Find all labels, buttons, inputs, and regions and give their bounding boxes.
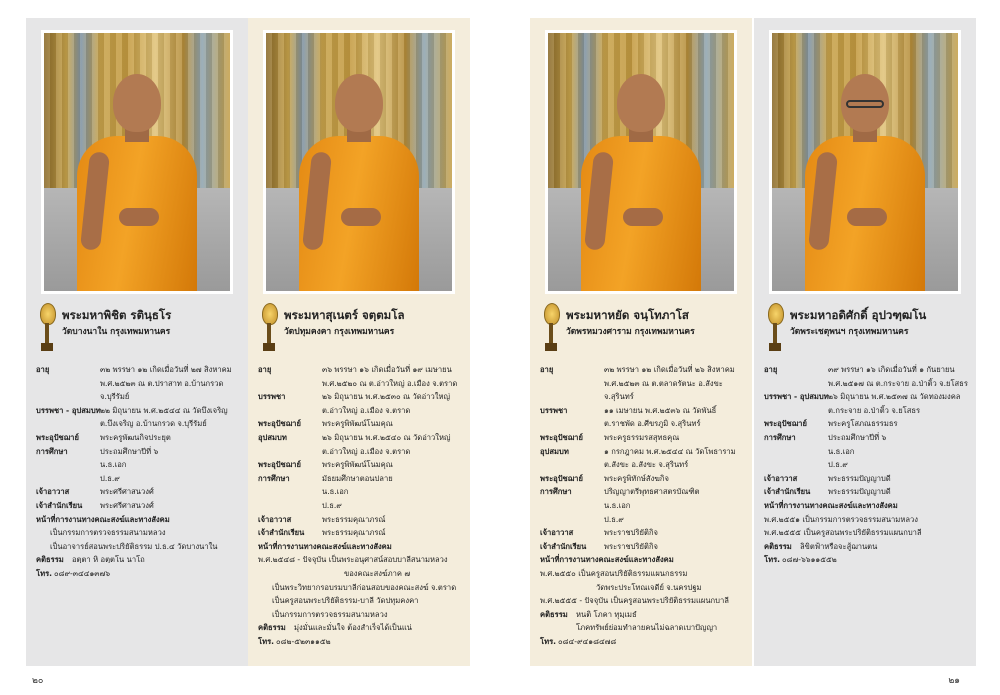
- duties-title: หน้าที่การงานทางคณะสงฆ์และทางสังคม: [36, 514, 170, 524]
- profile-column-3: [530, 18, 752, 666]
- detail-row-age: อายุ ๓๙ พรรษา ๑๖ เกิดเมื่อวันที่ ๑ กันยายน พ.ศ.๒๕๑๗ ณ ต.กระจาย อ.ป่าติ้ว จ.ยโสธร: [764, 365, 968, 388]
- detail-row-preceptor: พระอุปัชฌาย์ พระครูพัฒนกิจประยุต: [36, 432, 171, 442]
- detail-row-preceptor: พระอุปัชฌาย์ พระครูพิพัฒน์โนมคุณ: [258, 419, 393, 429]
- detail-row-school-head: เจ้าสำนักเรียน พระศรีศาสนวงศ์: [36, 500, 154, 510]
- duties-title: หน้าที่การงานทางคณะสงฆ์และทางสังคม: [258, 541, 392, 551]
- duty-item: พ.ศ.๒๕๔๘ - ปัจจุบัน เป็นพระอนุศาสน์สอบบาลีสนามหลวง: [258, 555, 448, 565]
- monk-temple: วัดพรหมวงศาราม กรุงเทพมหานคร: [566, 327, 695, 337]
- detail-row-school-head: เจ้าสำนักเรียน พระธรรมคุณาภรณ์: [258, 528, 386, 538]
- motto-row: คติธรรม อตฺตา หิ อตฺตโน นาโถ: [36, 555, 145, 565]
- detail-row-school-head: เจ้าสำนักเรียน พระธรรมปัญญาบดี: [764, 487, 891, 497]
- duty-item: วัดพระประโทณเจดีย์ จ.นครปฐม: [596, 582, 702, 592]
- motto-row: คติธรรม หนติ โภคา ทุมฺเมธํ โภคทรัพย์ย่อมทำลายคนไม่ฉลาดเบาปัญญา: [540, 609, 718, 633]
- detail-row-ordination: อุปสมบท ๑ กรกฎาคม พ.ศ.๒๕๔๔ ณ วัดโพธาราม ต.สังขะ อ.สังขะ จ.สุรินทร์: [540, 446, 736, 470]
- detail-row-ordination: อุปสมบท ๒๖ มิถุนายน พ.ศ.๒๕๔๐ ณ วัดอ่าวใหญ่ ต.อ่าวใหญ่ อ.เมือง จ.ตราด: [258, 432, 451, 456]
- monk-name: พระมหาพิชิต รตินฺธโร: [62, 308, 172, 322]
- fan-emblem-icon: [544, 303, 558, 353]
- duty-item: พ.ศ.๒๕๕๐ เป็นครูสอนปริยัติธรรมแผนกธรรม: [540, 568, 688, 578]
- page-number-right: ๒๑: [948, 676, 960, 686]
- duty-item: พ.ศ.๒๕๕๕ - ปัจจุบัน เป็นครูสอนพระปริยัติธรรมแผนกบาลี: [540, 596, 729, 606]
- duty-item: เป็นกรรมการตรวจธรรมสนามหลวง: [272, 609, 388, 619]
- detail-row-school-head: เจ้าสำนักเรียน พระราชปริยัติกิจ: [540, 541, 658, 551]
- hands: [119, 208, 159, 226]
- profile-column-2: [248, 18, 470, 666]
- phone-row: โทร. ๐๘๔-๙๔๑๘๔๗๘: [540, 636, 617, 646]
- page-number-left: ๒๐: [32, 676, 44, 686]
- duty-item: ของคณะสงฆ์ภาค ๗: [344, 568, 411, 578]
- monk-name: พระมหาหยัด จนฺโทภาโส: [566, 308, 689, 322]
- monk-name: พระมหาอดิศักดิ์ อุปวฑฺฒโน: [790, 308, 927, 322]
- detail-row-ordination: บรรพชา - อุปสมบท ๒๖ มิถุนายน พ.ศ.๒๕๓๗ ณ วัดทองมงคล ต.กระจาย อ.ป่าติ้ว จ.ยโสธร: [764, 392, 961, 415]
- detail-row-education: การศึกษา ประถมศึกษาปีที่ ๖ น.ธ.เอก ป.ธ.๙: [764, 432, 887, 470]
- detail-row-ordination: บรรพชา - อุปสมบท ๒๒ มิถุนายน พ.ศ.๒๕๔๔ ณ วัดบึงเจริญ ต.บึงเจริญ อ.บ้านกรวด จ.บุรีรัมย์: [36, 405, 228, 429]
- detail-row-education: การศึกษา ปริญญาตรีพุทธศาสตรบัณฑิต น.ธ.เอก ป.ธ.๙: [540, 487, 700, 524]
- monk-temple: วัดปทุมคงคา กรุงเทพมหานคร: [284, 327, 395, 337]
- duty-item: เป็นอาจารย์สอนพระปริยัติธรรม ป.ธ.๔ วัดบางนาใน: [50, 541, 218, 551]
- glasses: [846, 100, 884, 108]
- profile-details: [540, 363, 746, 648]
- monk-photo: [41, 30, 233, 294]
- detail-row-abbot: เจ้าอาวาส พระธรรมคุณาภรณ์: [258, 514, 386, 524]
- duty-item: พ.ศ.๒๕๕๑ เป็นกรรมการตรวจธรรมสนามหลวง: [764, 514, 918, 524]
- duties-title: หน้าที่การงานทางคณะสงฆ์และทางสังคม: [764, 500, 898, 510]
- monk-photo: [545, 30, 737, 294]
- profile-details: [36, 363, 242, 581]
- detail-row-abbot: เจ้าอาวาส พระธรรมปัญญาบดี: [764, 473, 891, 483]
- detail-row-preceptor-2: พระอุปัชฌาย์ พระครูพิพัฒน์โนมคุณ: [258, 460, 393, 470]
- monk-photo: [769, 30, 961, 294]
- hands: [847, 208, 887, 226]
- detail-row-novice: บรรพชา ๒๖ มิถุนายน พ.ศ.๒๕๓๐ ณ วัดอ่าวใหญ่ ต.อ่าวใหญ่ อ.เมือง จ.ตราด: [258, 392, 450, 415]
- detail-row-education: การศึกษา ประถมศึกษาปีที่ ๖ น.ธ.เอก ป.ธ.๙: [36, 446, 159, 483]
- monk-photo: [263, 30, 455, 294]
- detail-row-education: การศึกษา มัธยมศึกษาตอนปลาย น.ธ.เอก ป.ธ.๙: [258, 473, 393, 510]
- phone-row: โทร. ๐๘๒-๕๒๓๑๑๕๒: [258, 636, 331, 646]
- detail-row-abbot: เจ้าอาวาส พระศรีศาสนวงศ์: [36, 487, 154, 497]
- monk-temple: วัดบางนาใน กรุงเทพมหานคร: [62, 327, 171, 337]
- detail-row-age: อายุ ๓๒ พรรษา ๑๒ เกิดเมื่อวันที่ ๒๖ สิงหาคม พ.ศ.๒๕๒๓ ณ ต.ตลาดรัตนะ อ.สังขะ จ.สุรินทร์: [540, 365, 735, 402]
- fan-emblem-icon: [40, 303, 54, 353]
- monk-name: พระมหาสุเนตร์ จตฺตมโล: [284, 308, 405, 322]
- phone-row: โทร. ๐๘๙-๓๔๔๑๓๗๖: [36, 568, 111, 578]
- duty-item: เป็นกรรมการตรวจธรรมสนามหลวง: [50, 528, 166, 538]
- duty-item: พ.ศ.๒๕๕๕ เป็นครูสอนพระปริยัติธรรมแผนกบาลี: [764, 528, 922, 538]
- duty-item: เป็นครูสอนพระปริยัติธรรม-บาลี วัดปทุมคงคา: [272, 596, 419, 606]
- duties-title: หน้าที่การงานทางคณะสงฆ์และทางสังคม: [540, 555, 674, 565]
- motto-row: คติธรรม ลิขิตฟ้าหรือจะสู้ฌานตน: [764, 541, 878, 551]
- monk-temple: วัดพระเชตุพนฯ กรุงเทพมหานคร: [790, 327, 909, 337]
- phone-row: โทร. ๐๘๗-๖๖๑๑๕๕๒: [764, 555, 837, 565]
- detail-row-novice: บรรพชา ๑๑ เมษายน พ.ศ.๒๕๓๖ ณ วัดพันธิ์ ต.ราชพัด อ.ศีขรภูมิ จ.สุรินทร์: [540, 405, 717, 429]
- motto-row: คติธรรม มุ่งมั่นและมั่นใจ ต้องสำเร็จได้เป็นแน่: [258, 623, 412, 633]
- detail-row-age: อายุ ๓๒ พรรษา ๑๒ เกิดเมื่อวันที่ ๒๗ สิงหาคม พ.ศ.๒๕๒๓ ณ ต.ปราสาท อ.บ้านกรวด จ.บุรีรัมย์: [36, 365, 232, 402]
- head: [113, 74, 161, 132]
- fan-emblem-icon: [768, 303, 782, 353]
- head: [617, 74, 665, 132]
- hands: [623, 208, 663, 226]
- detail-row-age: อายุ ๓๖ พรรษา ๑๖ เกิดเมื่อวันที่ ๑๙ เมษายน พ.ศ.๒๕๒๐ ณ ต.อ่าวใหญ่ อ.เมือง จ.ตราด: [258, 365, 458, 388]
- detail-row-preceptor: พระอุปัชฌาย์ พระครูธรรมรสสุทธคุณ: [540, 432, 680, 442]
- profile-details: [258, 363, 464, 648]
- fan-emblem-icon: [262, 303, 276, 353]
- profile-column-1: [26, 18, 248, 666]
- head: [335, 74, 383, 132]
- detail-row-preceptor-2: พระอุปัชฌาย์ พระครูพิทักษ์สังฆกิจ: [540, 473, 669, 483]
- detail-row-abbot: เจ้าอาวาส พระราชปริยัติกิจ: [540, 528, 658, 538]
- profile-details: [764, 363, 970, 567]
- detail-row-preceptor: พระอุปัชฌาย์ พระครูโสภณธรรมธร: [764, 419, 898, 429]
- duty-item: เป็นพระวิทยากรอบรมบาลีก่อนสอบของคณะสงฆ์ จ.ตราด: [272, 582, 457, 592]
- hands: [341, 208, 381, 226]
- profile-column-4: [754, 18, 976, 666]
